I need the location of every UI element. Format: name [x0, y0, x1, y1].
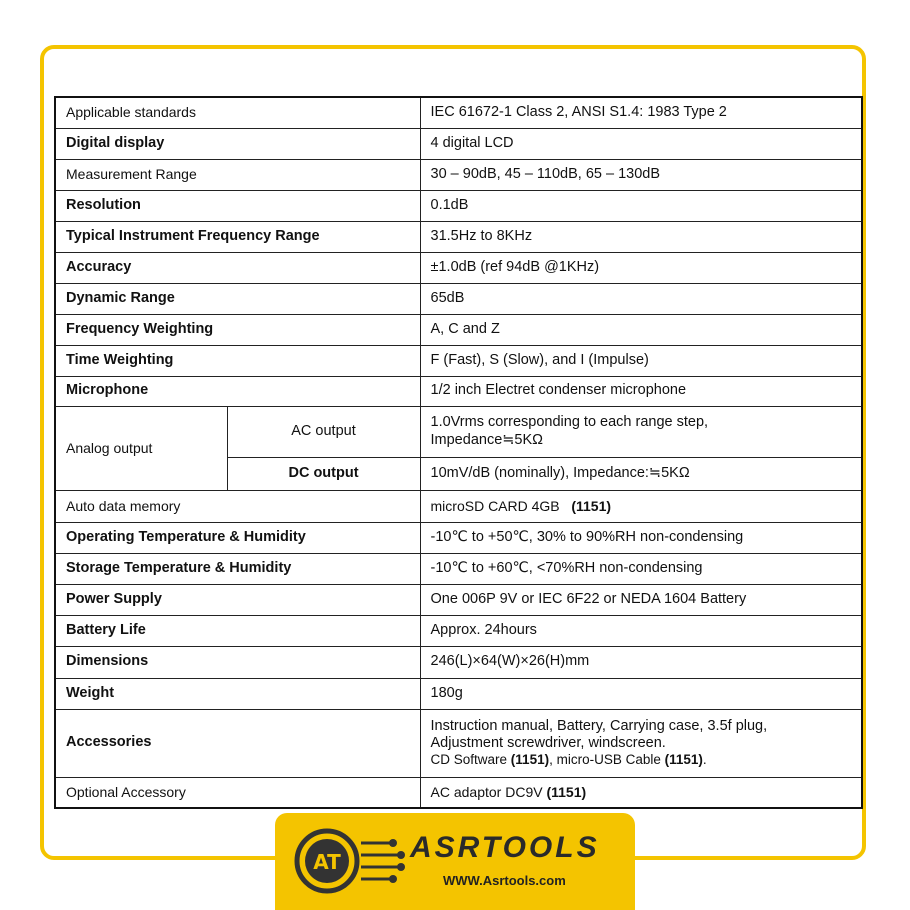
table-row [55, 345, 862, 376]
optional-value: AC adaptor DC9V [430, 783, 547, 800]
row-label: Time Weighting [55, 345, 420, 376]
model-note: (1151) [664, 752, 703, 768]
row-value [420, 777, 862, 808]
row-label: Power Supply [55, 584, 420, 615]
table-row [55, 777, 862, 808]
accessories-value [420, 709, 862, 777]
accessories-line: Instruction manual, Battery, Carrying case, 3.5f plug, [430, 717, 768, 734]
ac-output-label: AC output [227, 406, 420, 457]
ac-output-value [420, 406, 862, 457]
acc-text: , micro-USB Cable [549, 752, 665, 768]
row-label: Storage Temperature & Humidity [55, 553, 420, 584]
row-value: 246(L)×64(W)×26(H)mm [420, 646, 862, 678]
table-row [55, 252, 862, 283]
circuit-icon [361, 833, 405, 889]
row-label: Frequency Weighting [55, 314, 420, 345]
row-value: Approx. 24hours [420, 615, 862, 646]
row-label: Optional Accessory [55, 777, 420, 808]
ac-value-line: 1.0Vrms corresponding to each range step, [430, 414, 709, 431]
dc-output-value: 10mV/dB (nominally), Impedance:≒5KΩ [420, 457, 862, 490]
row-value: A, C and Z [420, 314, 862, 345]
row-label: Microphone [55, 376, 420, 406]
table-row [55, 646, 862, 678]
table-row [55, 283, 862, 314]
row-value: 4 digital LCD [420, 128, 862, 159]
model-note: (1151) [546, 783, 587, 800]
spec-table [54, 96, 863, 809]
dc-output-label: DC output [227, 457, 420, 490]
table-row [55, 522, 862, 553]
row-value: IEC 61672-1 Class 2, ANSI S1.4: 1983 Type 2 [420, 97, 862, 128]
row-label: Resolution [55, 190, 420, 221]
model-note: (1151) [510, 752, 550, 768]
row-value: 0.1dB [420, 190, 862, 221]
row-value: 180g [420, 678, 862, 709]
brand-mark-text: AT [313, 850, 341, 874]
row-value: -10℃ to +60℃, <70%RH non-condensing [420, 553, 862, 584]
row-label: Typical Instrument Frequency Range [55, 221, 420, 252]
table-row [55, 615, 862, 646]
row-value: 65dB [420, 283, 862, 314]
row-label: Operating Temperature & Humidity [55, 522, 420, 553]
accessories-line: Adjustment screwdriver, windscreen. [430, 734, 666, 751]
table-row [55, 97, 862, 128]
brand-url: WWW.Asrtools.com [443, 873, 566, 888]
brand-mark-icon [293, 827, 361, 895]
table-row [55, 128, 862, 159]
table-row [55, 553, 862, 584]
acc-text: CD Software [430, 752, 511, 768]
model-note: (1151) [571, 497, 612, 514]
row-value: -10℃ to +50℃, 30% to 90%RH non-condensing [420, 522, 862, 553]
table-row [55, 678, 862, 709]
row-label: Weight [55, 678, 420, 709]
table-row-accessories [55, 709, 862, 777]
row-label: Dimensions [55, 646, 420, 678]
row-value: 30 – 90dB, 45 – 110dB, 65 – 130dB [420, 159, 862, 190]
row-value [420, 490, 862, 522]
row-value: ±1.0dB (ref 94dB @1KHz) [420, 252, 862, 283]
row-label: Accessories [55, 709, 420, 777]
accessories-line [431, 752, 852, 768]
row-value: F (Fast), S (Slow), and I (Impulse) [420, 345, 862, 376]
memory-value: microSD CARD 4GB [430, 497, 560, 514]
row-value: One 006P 9V or IEC 6F22 or NEDA 1604 Battery [420, 584, 862, 615]
table-row [55, 159, 862, 190]
row-label: Applicable standards [55, 97, 420, 128]
table-row [55, 314, 862, 345]
table-row [55, 376, 862, 406]
table-row-analog-ac [55, 406, 862, 457]
row-label: Accuracy [55, 252, 420, 283]
brand-name: ASRTOOLS [410, 831, 600, 864]
row-label: Digital display [55, 128, 420, 159]
row-label: Measurement Range [55, 159, 420, 190]
acc-text: . [702, 752, 707, 768]
row-label: Auto data memory [55, 490, 420, 522]
ac-value-line: Impedance≒5KΩ [430, 431, 543, 448]
brand-logo [275, 813, 635, 910]
analog-output-label: Analog output [55, 406, 227, 490]
row-value: 1/2 inch Electret condenser microphone [420, 376, 862, 406]
table-row [55, 490, 862, 522]
row-value: 31.5Hz to 8KHz [420, 221, 862, 252]
table-row [55, 190, 862, 221]
row-label: Battery Life [55, 615, 420, 646]
row-label: Dynamic Range [55, 283, 420, 314]
table-row [55, 221, 862, 252]
table-row [55, 584, 862, 615]
